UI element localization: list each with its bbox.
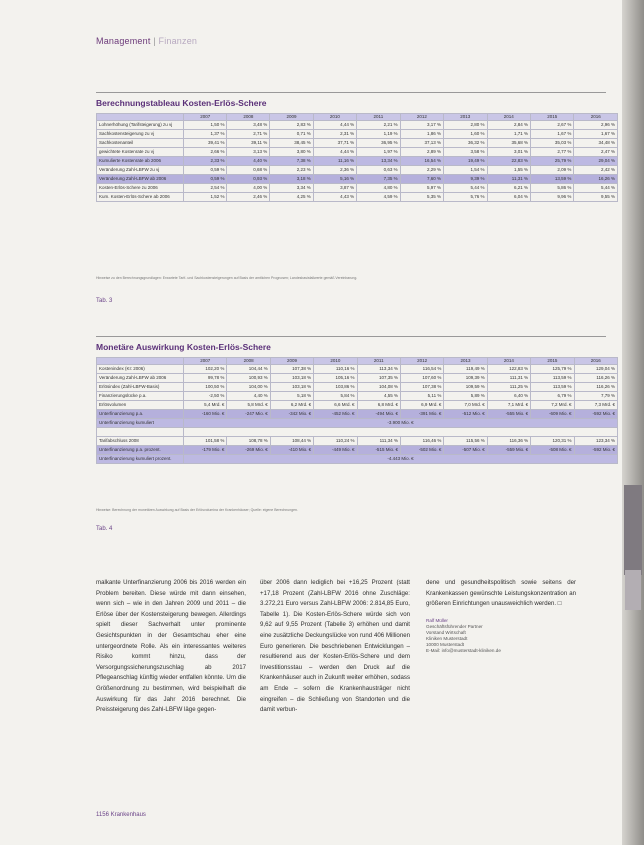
table-header-year: 2012	[400, 358, 443, 365]
table-header-year: 2014	[487, 114, 530, 121]
table-cell: -508 Mio. €	[531, 446, 574, 455]
table1-footnote: Hinweise zu den Berechnungsgrundlagen: Erwartete Tarif- und Sachkostensteigerungen auf Basis der amtlichen Prognosen; Landesbasisfallwerte gemäß Vereinbarung.	[96, 276, 358, 280]
table-header-year: 2016	[574, 358, 617, 365]
table-cell: 5,11 %	[400, 392, 443, 401]
table1-reference: Tab. 3	[96, 298, 113, 304]
table-cell: 3,17 %	[400, 121, 443, 130]
table-header-year: 2013	[444, 358, 487, 365]
table-cell: 2,71 %	[227, 130, 270, 139]
table-cell: 29,04 %	[574, 157, 618, 166]
table-cell: 11,16 %	[313, 157, 356, 166]
table-cell: 120,31 %	[531, 437, 574, 446]
table-cell: 1,60 %	[444, 130, 487, 139]
table-cell: 2,09 %	[530, 166, 573, 175]
table-row	[97, 410, 618, 419]
table-cell: 5,97 %	[400, 184, 443, 193]
table-cell: -410 Mio. €	[270, 446, 313, 455]
row-label: Unterfinanzierung p.a.	[97, 410, 184, 419]
table-cell: -592 Mio. €	[574, 410, 617, 419]
table-cell: 4,00 %	[227, 184, 270, 193]
table-cell: 3,18 %	[270, 175, 313, 184]
table-cell: 107,38 %	[270, 365, 313, 374]
table-cell: 3,80 %	[270, 148, 313, 157]
edge-tab-marker-light	[625, 570, 641, 610]
table-cell: -269 Mio. €	[227, 446, 270, 455]
body-column-3: dene und gesundheitspolitisch sowie seitens der Krankenkassen gewünschte Leistungskonzentration an größeren Einrichtungen unausweichlich werden. □	[426, 579, 576, 608]
table-cell: 3,34 %	[270, 184, 313, 193]
section-name: Management	[96, 36, 151, 46]
row-total-cell	[184, 428, 618, 437]
table1-top-rule	[96, 92, 606, 93]
table-cell: 1,52 %	[184, 193, 227, 202]
table-cell: 6,40 %	[487, 392, 530, 401]
table-cell: 100,93 %	[227, 374, 270, 383]
table-cell: 2,80 %	[444, 121, 487, 130]
table-cell: 103,86 %	[314, 383, 357, 392]
table-row	[97, 121, 618, 130]
author-line: Vorstand Wirtschaft	[426, 630, 466, 635]
row-label: Kum. Kosten-Erlös-Schere ab 2006	[97, 193, 184, 202]
table2-reference: Tab. 4	[96, 526, 113, 532]
table-header-row	[97, 358, 618, 365]
row-label: Lohnerhöhung (Tarifsteigerung) zu vj	[97, 121, 184, 130]
table-cell: 0,59 %	[184, 175, 227, 184]
table-cell: 111,34 %	[357, 437, 400, 446]
table-cell: 37,13 %	[400, 139, 443, 148]
table-cell: 3,58 %	[444, 148, 487, 157]
table-cell: 5,35 %	[400, 193, 443, 202]
table-row	[97, 392, 618, 401]
table-row	[97, 374, 618, 383]
table-cell: -2,50 %	[184, 392, 227, 401]
row-label: gewichtete Kostenrate zu vj	[97, 148, 184, 157]
table-header-year: 2010	[314, 358, 357, 365]
subsection-name: Finanzen	[158, 36, 198, 46]
table-cell: -452 Mio. €	[314, 410, 357, 419]
table-header-year: 2009	[270, 358, 313, 365]
table-cell: 2,33 %	[184, 157, 227, 166]
table-header-year: 2007	[184, 114, 227, 121]
table-cell: 9,55 %	[574, 193, 618, 202]
table-cell: 7,1 Mrd. €	[487, 401, 530, 410]
table-cell: 4,44 %	[313, 148, 356, 157]
table-header-year: 2013	[444, 114, 487, 121]
table-cell: 116,26 %	[574, 383, 617, 392]
table-cell: 1,50 %	[184, 121, 227, 130]
table-header-corner	[97, 114, 184, 121]
table-cell: 2,67 %	[530, 121, 573, 130]
table-header-year: 2016	[574, 114, 618, 121]
table-cell: 39,41 %	[184, 139, 227, 148]
table-cell: 99,78 %	[184, 374, 227, 383]
table-cell: 39,11 %	[227, 139, 270, 148]
table-cell: 1,97 %	[357, 148, 400, 157]
table-header-year: 2015	[531, 358, 574, 365]
table-cell: 0,93 %	[227, 175, 270, 184]
table-cell: 22,83 %	[487, 157, 530, 166]
table-cell: 113,59 %	[531, 374, 574, 383]
row-label: Veränderung Zahl-LBFW ab 2006	[97, 374, 184, 383]
table-row	[97, 455, 618, 464]
table-cell: 3,87 %	[313, 184, 356, 193]
table-cell: 109,39 %	[444, 374, 487, 383]
table-cell: 103,18 %	[270, 374, 313, 383]
table-row	[97, 157, 618, 166]
row-label	[97, 428, 184, 437]
table-cell: 6,8 Mrd. €	[357, 401, 400, 410]
author-line: Geschäftsführender Partner	[426, 624, 483, 629]
table-cell: 2,96 %	[574, 121, 618, 130]
row-label: Erlösvolumen	[97, 401, 184, 410]
row-label: Tarifabschluss 2008	[97, 437, 184, 446]
table-cell: 1,86 %	[400, 130, 443, 139]
table-row	[97, 193, 618, 202]
row-label: Finanzierungslücke p.a.	[97, 392, 184, 401]
table1	[96, 113, 618, 202]
table-cell: 110,24 %	[314, 437, 357, 446]
table2-footnote: Hinweise: Berechnung der monetären Auswirkung auf Basis der Erlösvolumina der Krankenhäuser; Quelle: eigene Berechnungen.	[96, 508, 298, 512]
table-cell: 113,34 %	[357, 365, 400, 374]
row-label: Kostenindex (KI: 2006)	[97, 365, 184, 374]
edge-tab-marker	[624, 485, 642, 575]
table-cell: 116,26 %	[574, 374, 617, 383]
table-cell: 1,67 %	[530, 130, 573, 139]
table-cell: -592 Mio. €	[574, 446, 617, 455]
table-cell: -555 Mio. €	[487, 410, 530, 419]
table-cell: 111,25 %	[487, 383, 530, 392]
table-header-year: 2008	[227, 114, 270, 121]
table-cell: 0,68 %	[227, 166, 270, 175]
table-header-year: 2014	[487, 358, 530, 365]
table-cell: -559 Mio. €	[487, 446, 530, 455]
table-row	[97, 419, 618, 428]
table-cell: 2,54 %	[184, 184, 227, 193]
table-cell: 9,39 %	[444, 175, 487, 184]
row-label: Veränderung Zahl-LBFW zu vj	[97, 166, 184, 175]
table-cell: 115,56 %	[444, 437, 487, 446]
table-cell: 103,18 %	[270, 383, 313, 392]
table-row	[97, 401, 618, 410]
page-edge	[622, 0, 644, 845]
table-row	[97, 437, 618, 446]
table-cell: 7,3 Mrd. €	[574, 401, 617, 410]
section-separator: |	[153, 36, 156, 46]
table-cell: 35,68 %	[487, 139, 530, 148]
table-cell: 7,79 %	[574, 392, 617, 401]
table-cell: 116,36 %	[487, 437, 530, 446]
table-cell: 107,35 %	[357, 374, 400, 383]
table-cell: 2,84 %	[487, 121, 530, 130]
table-cell: 6,6 Mrd. €	[314, 401, 357, 410]
table-cell: -502 Mio. €	[400, 446, 443, 455]
table-cell: 3,48 %	[227, 121, 270, 130]
table-cell: 101,58 %	[184, 437, 227, 446]
table-cell: 7,60 %	[400, 175, 443, 184]
table2-top-rule	[96, 336, 606, 337]
table-cell: -512 Mio. €	[444, 410, 487, 419]
table-cell: -247 Mio. €	[227, 410, 270, 419]
table-cell: 5,44 %	[444, 184, 487, 193]
table-cell: 100,50 %	[184, 383, 227, 392]
table-cell: 119,49 %	[444, 365, 487, 374]
table-cell: 6,9 Mrd. €	[400, 401, 443, 410]
table-cell: 1,37 %	[184, 130, 227, 139]
table-cell: 2,46 %	[227, 193, 270, 202]
table-cell: -342 Mio. €	[270, 410, 313, 419]
table-cell: 7,0 Mrd. €	[444, 401, 487, 410]
table-cell: 0,59 %	[184, 166, 227, 175]
row-label: Veränderung Zahl-LBFW ab 2006	[97, 175, 184, 184]
table-cell: 3,13 %	[227, 148, 270, 157]
table-cell: 2,31 %	[313, 130, 356, 139]
table-cell: 2,42 %	[574, 166, 618, 175]
table-cell: 5,76 %	[444, 193, 487, 202]
table-cell: 104,08 %	[357, 383, 400, 392]
body-column-1: malkante Unterfinanzierung 2006 bis 2016 werden ein Problem bereiten. Diese würde mit dann einsehen, wenn sich – wie in den Jahren 2009 und 2011 – die Erlöse über der Kostensteigerung bewegen. Allerdings spielt dieser Sachverhalt unter prominente Gesichtspunkten in der Gesamtschau eher eine untergeordnete Rolle. Als ein interessantes weiteres Risiko kommt hinzu, dass der Versorgungssicherungszuschlag ab 2017 Pflegeanschlag künftig wieder entfallen könnte. Um die Größenordnung zu bestimmen, wird beispielhaft die Auswirkung für das Jahr 2016 berechnet. Die Preissteigerung des Zahl-LBFW läge gegen-	[96, 579, 246, 714]
table-cell: -515 Mio. €	[357, 446, 400, 455]
table-cell: 123,34 %	[574, 437, 617, 446]
table-row	[97, 130, 618, 139]
table-cell: 1,71 %	[487, 130, 530, 139]
table-cell: 6,2 Mrd. €	[270, 401, 313, 410]
table-cell: 125,79 %	[531, 365, 574, 374]
table-header-year: 2009	[270, 114, 313, 121]
table-cell: -507 Mio. €	[444, 446, 487, 455]
table-cell: 36,95 %	[357, 139, 400, 148]
table-row	[97, 166, 618, 175]
table-cell: 5,4 Mrd. €	[184, 401, 227, 410]
row-label: Erlösindex (Zahl-LBFW-Basis)	[97, 383, 184, 392]
author-name: Ralf Müller	[426, 618, 448, 623]
table-cell: 6,04 %	[487, 193, 530, 202]
table-cell: 5,18 %	[270, 392, 313, 401]
table-cell: 11,31 %	[487, 175, 530, 184]
row-label: Unterfinanzierung kumuliert	[97, 419, 184, 428]
table-cell: 116,46 %	[400, 437, 443, 446]
table-header-year: 2008	[227, 358, 270, 365]
table-cell: -494 Mio. €	[357, 410, 400, 419]
table-cell: -449 Mio. €	[314, 446, 357, 455]
table-cell: 4,55 %	[357, 392, 400, 401]
table-header-year: 2007	[184, 358, 227, 365]
table-header-year: 2010	[313, 114, 356, 121]
table-cell: 3,01 %	[487, 148, 530, 157]
table-cell: 107,38 %	[400, 383, 443, 392]
table-cell: 1,19 %	[357, 130, 400, 139]
table-cell: 37,71 %	[313, 139, 356, 148]
table-header-year: 2011	[357, 114, 400, 121]
table-cell: 5,86 %	[530, 184, 573, 193]
row-label: Sachkostenanteil	[97, 139, 184, 148]
table-row	[97, 148, 618, 157]
table-row	[97, 428, 618, 437]
table2-title: Monetäre Auswirkung Kosten-Erlös-Schere	[96, 342, 271, 352]
table-cell: 25,79 %	[530, 157, 573, 166]
table-cell: 2,89 %	[400, 148, 443, 157]
table-cell: 2,36 %	[313, 166, 356, 175]
table-cell: 129,04 %	[574, 365, 617, 374]
table-header-row	[97, 114, 618, 121]
body-column-2: über 2006 dann lediglich bei +16,25 Prozent (statt +17,18 Prozent (Zahl-LBFW 2016 ohne Zuschläge: 3.272,21 Euro versus Zahl-LBFW 2006: 2.814,85 Euro, Tabelle 1). Die Kosten-Erlös-Schere würde sich von 9,62 auf 9,55 Prozent (Tabelle 3) erhöhen und damit eine zusätzliche Deckungslücke von rund 406 Millionen Euro generieren. Die beschriebenen Entwicklungen – resultierend aus der Kosten-Erlös-Schere und dem Investitionsstau – werden den Druck auf die Krankenhäuser auch in Zukunft weiter erhöhen, sodass am Ende – sofern die Krankenhausträger nicht eingreifen – die Schließung von Standorten und die damit verbun-	[260, 579, 410, 714]
table-cell: 113,59 %	[531, 383, 574, 392]
table-header-year: 2015	[530, 114, 573, 121]
table-row	[97, 139, 618, 148]
table-cell: -391 Mio. €	[400, 410, 443, 419]
row-label: Sachkostensteigerung zu vj	[97, 130, 184, 139]
table-cell: 38,45 %	[270, 139, 313, 148]
table-cell: 35,03 %	[530, 139, 573, 148]
author-line: 10000 Musterstadt	[426, 642, 465, 647]
row-label: Unterfinanzierung p.a. prozent.	[97, 446, 184, 455]
running-head	[96, 36, 197, 46]
row-label: Kumulierte Kostenrate ab 2006	[97, 157, 184, 166]
table-cell: 122,83 %	[487, 365, 530, 374]
author-line: Kliniken Musterstadt	[426, 636, 468, 641]
table-cell: 109,59 %	[444, 383, 487, 392]
table-cell: 4,43 %	[313, 193, 356, 202]
table-cell: 2,83 %	[270, 121, 313, 130]
table-cell: 7,38 %	[270, 157, 313, 166]
table-row	[97, 365, 618, 374]
table-cell: 36,32 %	[444, 139, 487, 148]
table-cell: 104,44 %	[227, 365, 270, 374]
row-total-cell: -4.443 Mio. €	[184, 455, 618, 464]
table-cell: 19,49 %	[444, 157, 487, 166]
table-cell: 4,59 %	[357, 193, 400, 202]
table-cell: 13,59 %	[530, 175, 573, 184]
table-cell: 2,29 %	[400, 166, 443, 175]
row-label: Kosten-Erlös-Schere zu 2006	[97, 184, 184, 193]
table-header-corner	[97, 358, 184, 365]
table-row	[97, 184, 618, 193]
table-cell: 4,44 %	[313, 121, 356, 130]
page-folio: 1156 Krankenhaus	[96, 812, 146, 818]
table-cell: 1,67 %	[574, 130, 618, 139]
table-cell: 0,71 %	[270, 130, 313, 139]
table-row	[97, 446, 618, 455]
table-cell: 4,80 %	[357, 184, 400, 193]
table-cell: 108,44 %	[270, 437, 313, 446]
table-cell: 5,16 %	[313, 175, 356, 184]
row-label: Unterfinanzierung kumuliert prozent.	[97, 455, 184, 464]
table-cell: 105,16 %	[314, 374, 357, 383]
table-cell: 1,55 %	[487, 166, 530, 175]
table-cell: 2,66 %	[184, 148, 227, 157]
table-cell: 0,63 %	[357, 166, 400, 175]
table-header-year: 2012	[400, 114, 443, 121]
table-cell: 2,47 %	[574, 148, 618, 157]
table-cell: 4,40 %	[227, 157, 270, 166]
table-cell: 34,48 %	[574, 139, 618, 148]
table-cell: -160 Mio. €	[184, 410, 227, 419]
table-cell: 102,20 %	[184, 365, 227, 374]
table-cell: 5,8 Mrd. €	[227, 401, 270, 410]
table-cell: 4,40 %	[227, 392, 270, 401]
table-cell: 6,79 %	[531, 392, 574, 401]
table-cell: 2,21 %	[357, 121, 400, 130]
table-cell: -609 Mio. €	[531, 410, 574, 419]
author-box	[426, 618, 566, 654]
table-cell: 5,44 %	[574, 184, 618, 193]
table2	[96, 357, 618, 464]
table-cell: 16,26 %	[574, 175, 618, 184]
table-header-year: 2011	[357, 358, 400, 365]
table-cell: 6,21 %	[487, 184, 530, 193]
table-row	[97, 383, 618, 392]
table-cell: 5,84 %	[314, 392, 357, 401]
table-row	[97, 175, 618, 184]
author-line: E-Mail: info@musterstadt-kliniken.de	[426, 648, 501, 653]
table-cell: 2,23 %	[270, 166, 313, 175]
table-cell: 107,60 %	[400, 374, 443, 383]
table-cell: 1,54 %	[444, 166, 487, 175]
table-cell: 110,16 %	[314, 365, 357, 374]
table-cell: 2,77 %	[530, 148, 573, 157]
table-cell: 7,35 %	[357, 175, 400, 184]
table-cell: 4,25 %	[270, 193, 313, 202]
table-cell: -179 Mio. €	[184, 446, 227, 455]
table1-title: Berechnungstableau Kosten-Erlös-Schere	[96, 98, 267, 108]
table-cell: 111,31 %	[487, 374, 530, 383]
table-cell: 13,34 %	[357, 157, 400, 166]
table-cell: 7,2 Mrd. €	[531, 401, 574, 410]
row-total-cell: -3.900 Mio. €	[184, 419, 618, 428]
table-cell: 5,89 %	[444, 392, 487, 401]
table-cell: 104,00 %	[227, 383, 270, 392]
table-cell: 9,96 %	[530, 193, 573, 202]
table-cell: 108,78 %	[227, 437, 270, 446]
table-cell: 116,54 %	[400, 365, 443, 374]
table-cell: 16,54 %	[400, 157, 443, 166]
